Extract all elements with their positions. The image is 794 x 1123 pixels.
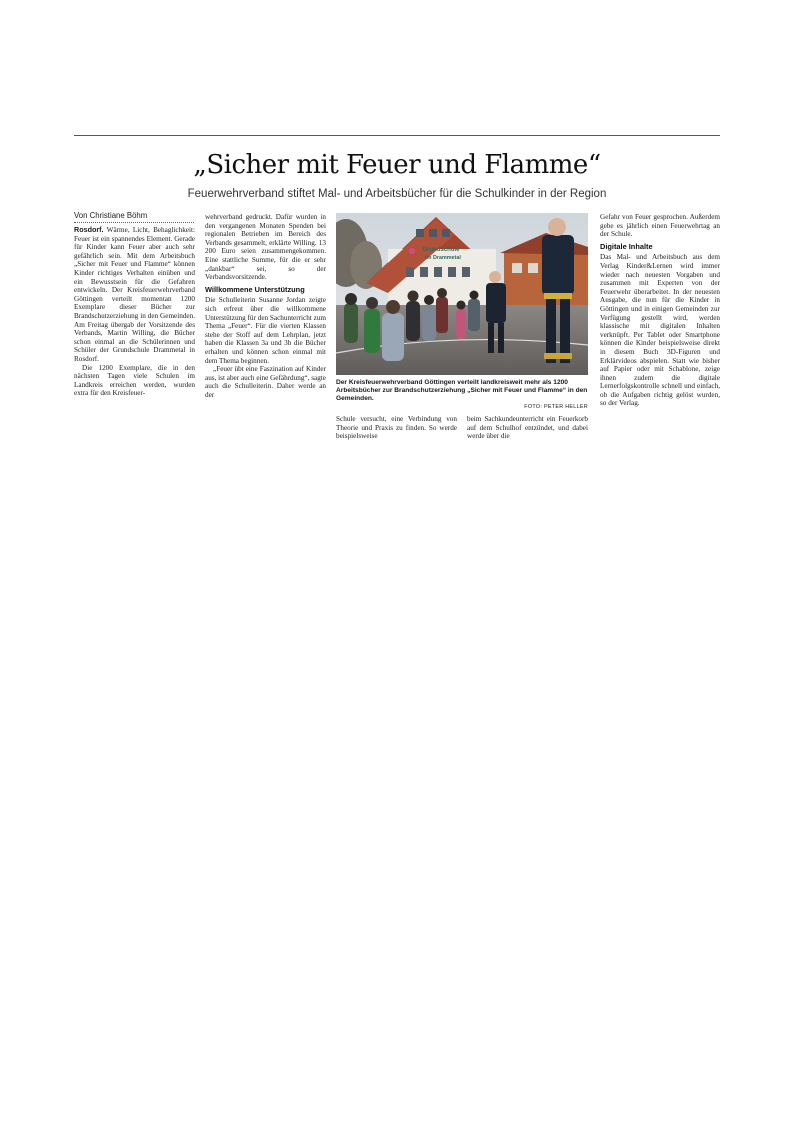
paragraph: beim Sachkundeunterricht ein Feuerkorb auf dem Schulhof entzündet, und dabei werde über die <box>467 415 588 441</box>
paragraph: wehrverband gedruckt. Dafür wurden in den vergangenen Monaten Spenden bei regionalen Betrieben im Bereich des Verbands gesammelt, erklärte Willing. 13 200 Euro seien zusammengekommen. Eine stattliche Summe, für die er sehr „dankbar“ sei, so der Verbandsvorsitzende. <box>205 213 326 282</box>
photo-caption <box>336 379 588 412</box>
photo-credit: FOTO: PETER HELLER <box>524 404 588 411</box>
paragraph-lead <box>74 226 195 364</box>
column-2 <box>205 213 326 399</box>
section-heading: Willkommene Unterstützung <box>205 284 305 294</box>
article-photo <box>336 213 588 375</box>
school-sign-line1: Grundschule <box>422 247 460 253</box>
paragraph-text: Wärme, Licht, Behaglichkeit: Feuer ist ein spannendes Element. Gerade für Kinder kann Feuer aber auch sehr gefährlich sein. Mit dem Arbeitsbuch „Sicher mit Feuer und Flamme“ können Kinder richtiges Verhalten einüben und ein Bewusstsein für die Gefahren entwickeln. Der Kreisfeuerwehrverband Göttingen verteilt momentan 1200 Exemplare dieser Bücher zur Brandschutzerziehung in den Gemeinden. Am Freitag übergab der Vorsitzende des Verbands, Martin Willing, die Bücher schon einmal an die Schülerinnen und Schüler der Grundschule Drammetal in Rosdorf. <box>74 226 195 363</box>
column-4-continued <box>467 415 588 441</box>
paragraph: Gefahr von Feuer gesprochen. Außerdem gebe es jährlich einen Feuerwehrtag an der Schule. <box>600 213 720 239</box>
dateline: Rosdorf. <box>74 225 104 234</box>
headline: „Sicher mit Feuer und Flamme“ <box>193 150 601 180</box>
column-3-continued <box>336 415 457 441</box>
school-sign-line2: im Drammetal <box>425 255 461 261</box>
column-1 <box>74 226 195 398</box>
top-rule <box>74 135 720 136</box>
photo-illustration <box>336 213 588 375</box>
section-heading: Digitale Inhalte <box>600 241 653 251</box>
caption-text: Der Kreisfeuerwehrverband Göttingen verteilt landkreisweit mehr als 1200 Arbeitsbücher zur Brandschutzerziehung „Sicher mit Feuer und Flamme“ in den Gemeinden. <box>336 379 588 403</box>
paragraph: „Feuer übt eine Faszination auf Kinder aus, ist aber auch eine Gefährdung“, sagte auch die Schulleiterin. Daher werde an der <box>205 365 326 399</box>
byline: Von Christiane Böhm <box>74 211 194 223</box>
paragraph: Schule versucht, eine Verbindung von Theorie und Praxis zu finden. So werde beispielsweise <box>336 415 457 441</box>
paragraph: Die 1200 Exemplare, die in den nächsten Tagen viele Schulen im Landkreis erreichen werden, wurden extra für den Kreisfeuer- <box>74 363 195 398</box>
subheadline: Feuerwehrverband stiftet Mal- und Arbeitsbücher für die Schulkinder in der Region <box>187 188 607 200</box>
paragraph: Das Mal- und Arbeitsbuch aus dem Verlag Kinder&Lernen wird immer wieder nach neuesten Vorgaben und zusammen mit Experten von der Feuerwehr überarbeitet. In der neuesten Ausgabe, die nun für die Kinder in Göttingen und in einigen Gemeinden zur Verfügung gestellt wird, werden klassische mit digitalen Inhalten verknüpft. Per Tablet oder Smartphone können die Kinder beispielsweise direkt in diesem Buch 3D-Figuren und Erklärvideos abspielen. Statt wie bisher auf Papier oder mit Schablone, zeige ihnen zudem die digitale Lernerfolgskontrolle schnell und einfach, ob die Aufgaben richtig gelöst wurden, so der Verlag. <box>600 253 720 408</box>
column-5 <box>600 213 720 408</box>
paragraph: Die Schulleiterin Susanne Jordan zeigte sich erfreut über die willkommene Unterstützung für den Sachunterricht zum Thema „Feuer“. Für die vierten Klassen stehe der Stoff auf dem Lehrplan, jetzt haben die Klassen 3a und 3b die Bücher erhalten und können schon einmal mit dem Thema beginnen. <box>205 296 326 365</box>
